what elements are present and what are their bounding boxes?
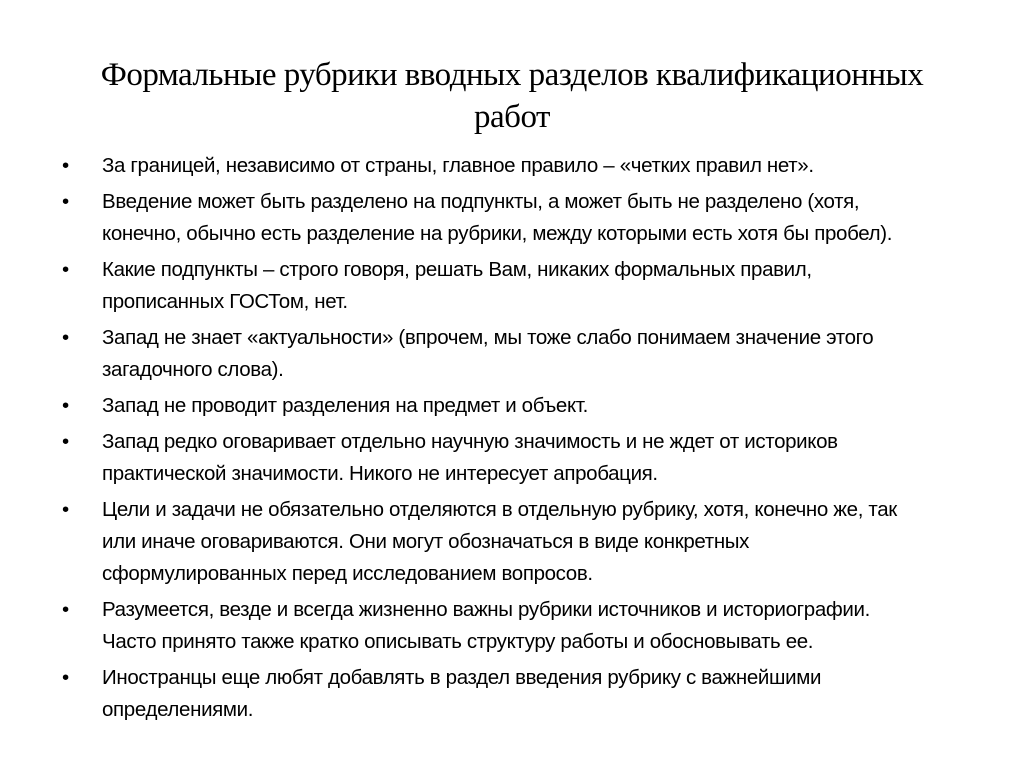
bullet-icon: •	[62, 430, 69, 453]
bullet-text: Какие подпункты – строго говоря, решать Вам, никаких формальных правил,	[102, 258, 812, 281]
bullet-text: Запад не проводит разделения на предмет и объект.	[102, 394, 588, 417]
bullet-text: За границей, независимо от страны, главное правило – «четких правил нет».	[102, 154, 814, 177]
bullet-item	[62, 254, 982, 318]
bullet-icon: •	[62, 326, 69, 349]
bullet-item	[62, 322, 982, 386]
bullet-icon: •	[62, 258, 69, 281]
bullet-text: Запад редко оговаривает отдельно научную значимость и не ждет от историков	[102, 430, 838, 453]
bullet-text: Иностранцы еще любят добавлять в раздел введения рубрику с важнейшими	[102, 666, 822, 689]
bullet-item	[62, 390, 982, 422]
bullet-text: Цели и задачи не обязательно отделяются в отдельную рубрику, хотя, конечно же, так	[102, 498, 897, 521]
bullet-icon: •	[62, 190, 69, 213]
bullet-icon: •	[62, 498, 69, 521]
bullet-text: практической значимости. Никого не интересует апробация.	[102, 462, 658, 485]
bullet-text: Введение может быть разделено на подпункты, а может быть не разделено (хотя,	[102, 190, 860, 213]
bullet-text: определениями.	[102, 698, 254, 721]
bullet-text: прописанных ГОСТом, нет.	[102, 290, 348, 313]
bullet-text: Запад не знает «актуальности» (впрочем, мы тоже слабо понимаем значение этого	[102, 326, 874, 349]
bullet-text: сформулированных перед исследованием вопросов.	[102, 562, 593, 585]
bullet-item	[62, 494, 982, 590]
bullet-item	[62, 186, 982, 250]
title-line: работ	[474, 99, 550, 135]
bullet-text: Разумеется, везде и всегда жизненно важны рубрики источников и историографии.	[102, 598, 870, 621]
bullet-item	[62, 426, 982, 490]
title-line: Формальные рубрики вводных разделов квалификационных	[100, 57, 924, 93]
bullet-icon: •	[62, 598, 69, 621]
bullet-list	[62, 150, 982, 730]
bullet-text: Часто принято также кратко описывать структуру работы и обосновывать ее.	[102, 630, 814, 653]
bullet-icon: •	[62, 154, 69, 177]
bullet-item	[62, 150, 982, 182]
bullet-item	[62, 662, 982, 726]
slide-title	[60, 54, 964, 138]
bullet-item	[62, 594, 982, 658]
bullet-text: загадочного слова).	[102, 358, 284, 381]
bullet-icon: •	[62, 394, 69, 417]
bullet-icon: •	[62, 666, 69, 689]
bullet-text: конечно, обычно есть разделение на рубрики, между которыми есть хотя бы пробел).	[102, 222, 893, 245]
bullet-text: или иначе оговариваются. Они могут обозначаться в виде конкретных	[102, 530, 750, 553]
